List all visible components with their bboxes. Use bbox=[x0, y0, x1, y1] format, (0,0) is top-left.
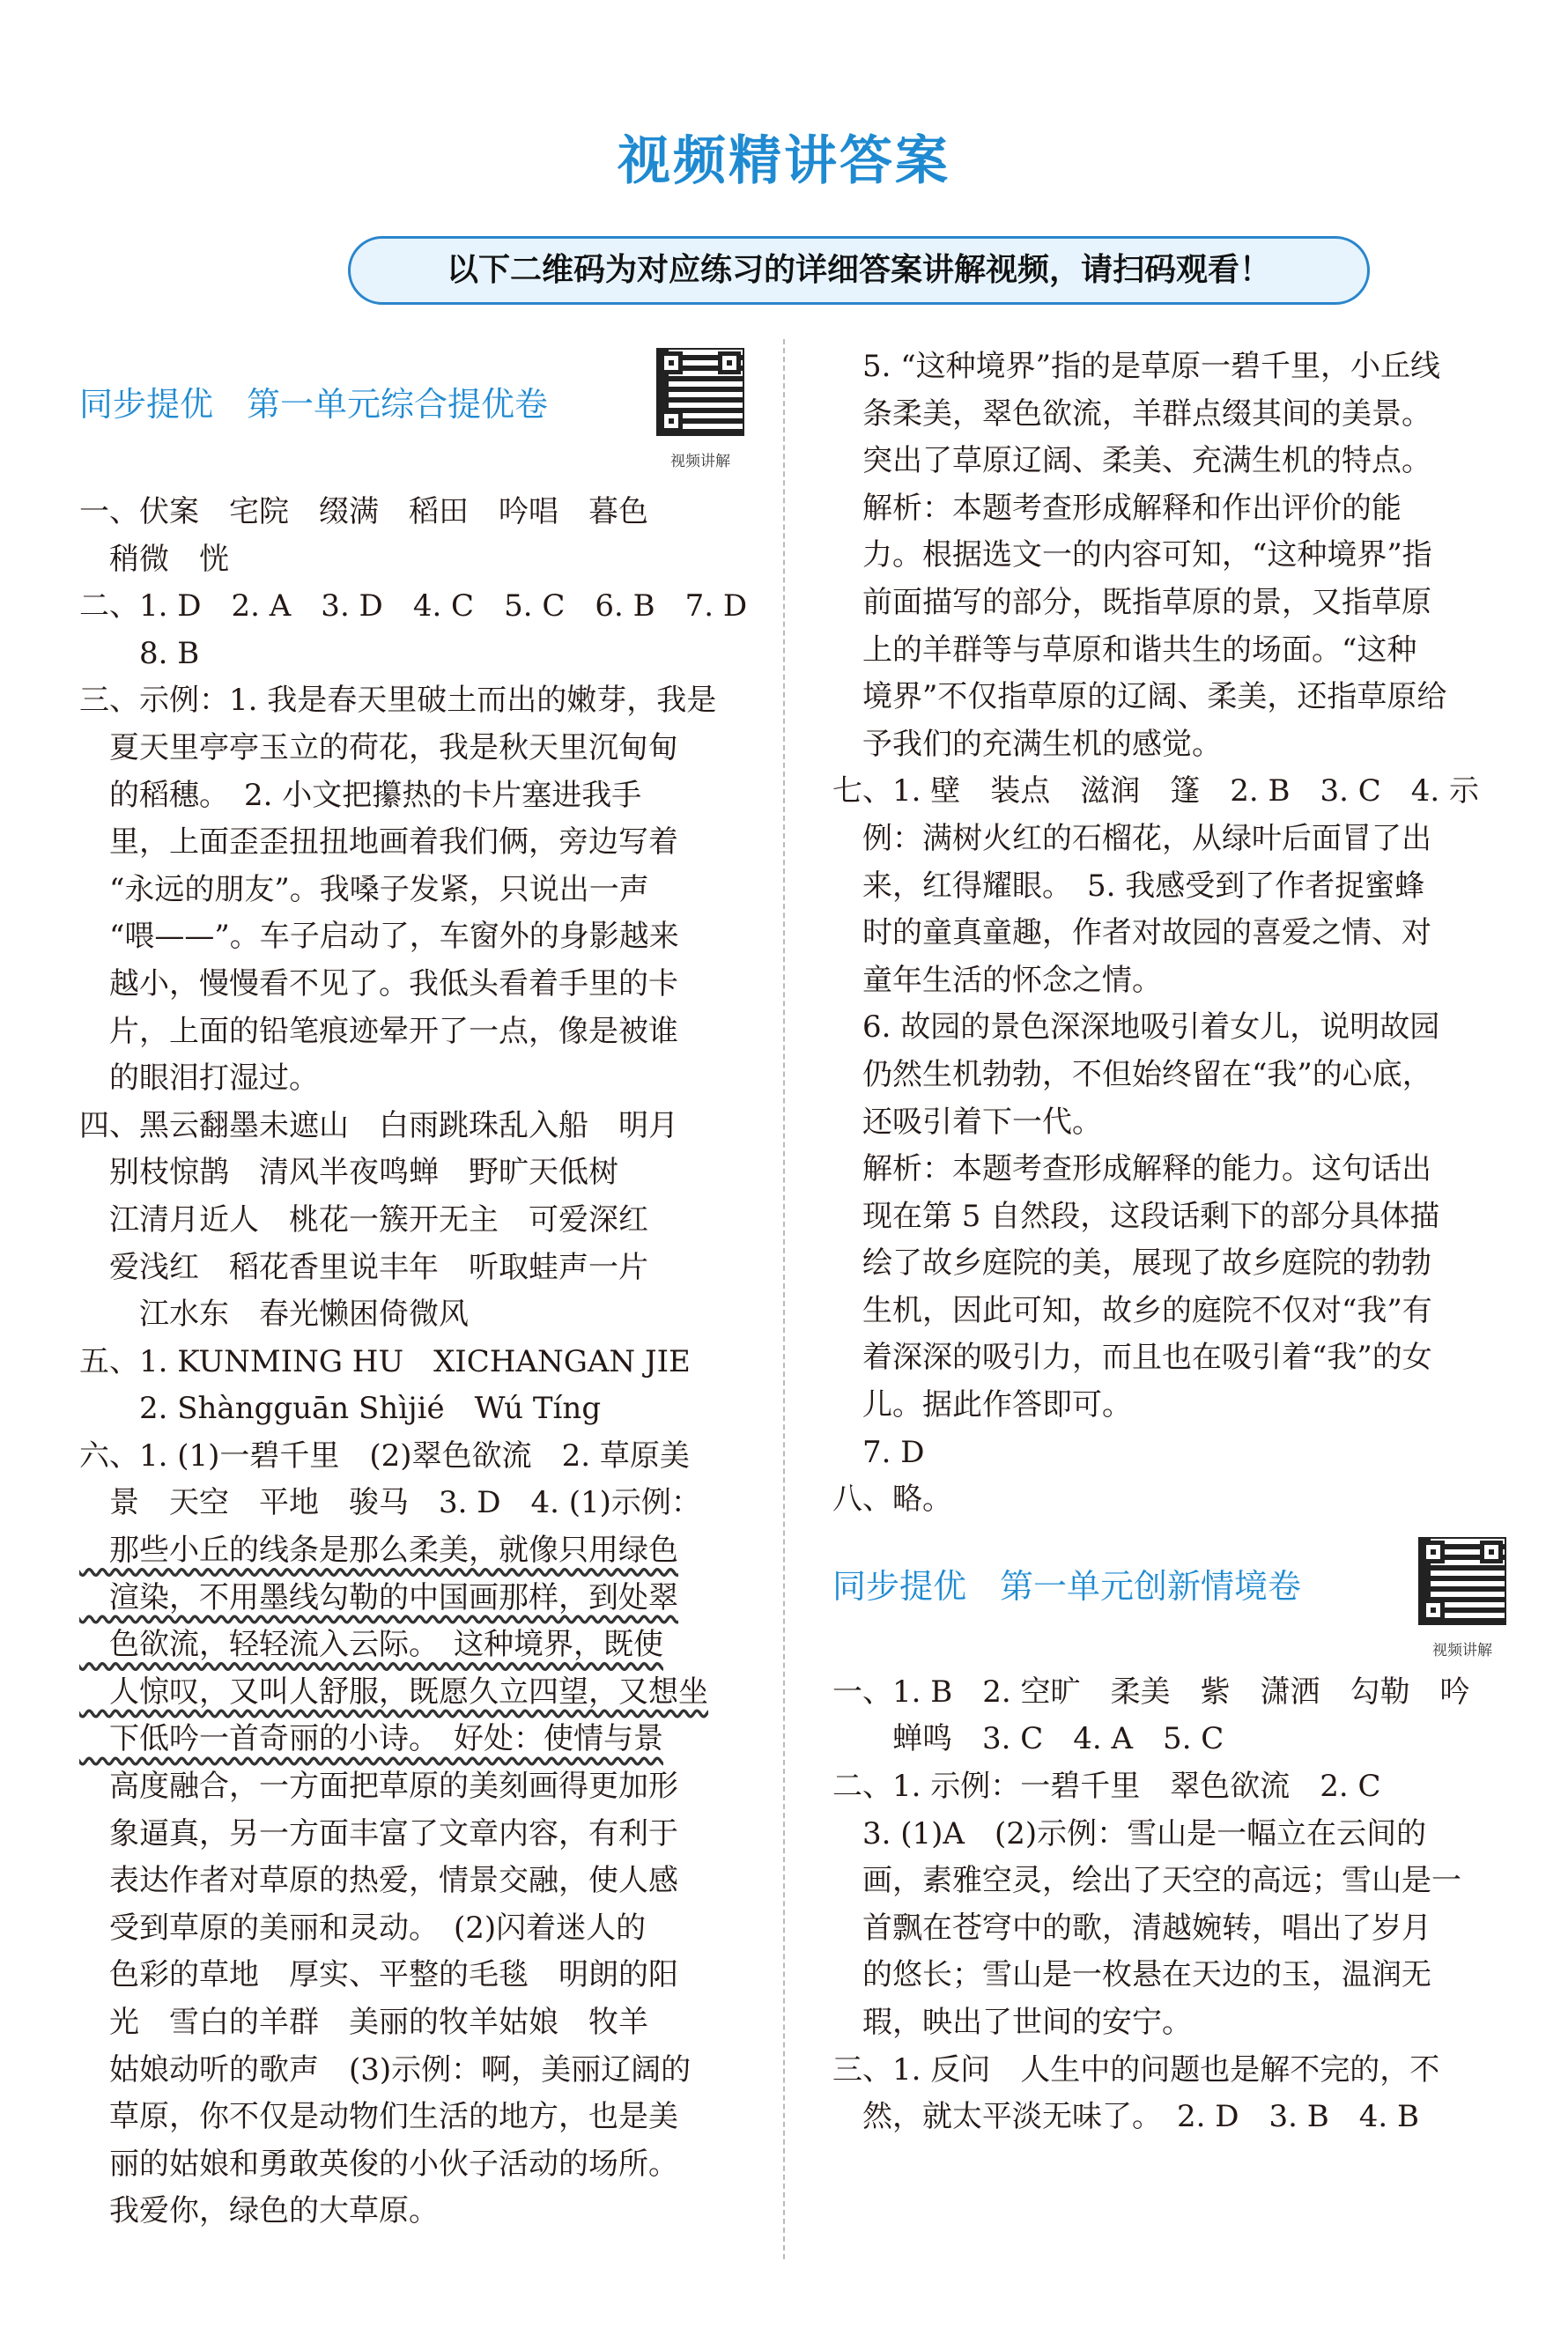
text-line: 还吸引着下一代。 bbox=[832, 1104, 1102, 1140]
text-line: 人惊叹，又叫人舒服，既愿久立四望，又想坐 bbox=[79, 1674, 708, 1710]
text-line: 表达作者对草原的热爱，情景交融，使人感 bbox=[79, 1863, 678, 1899]
instruction-banner: 以下二维码为对应练习的详细答案讲解视频，请扫码观看！ bbox=[348, 236, 1370, 305]
text-line: 那些小丘的线条是那么柔美，就像只用绿色 bbox=[79, 1533, 678, 1569]
text-line: 江水东 春光懒困倚微风 bbox=[79, 1297, 469, 1333]
section-header-1 bbox=[79, 348, 749, 489]
text-line: 时的童真童趣，作者对故园的喜爱之情、对 bbox=[832, 915, 1431, 951]
text-line: 现在第 5 自然段，这段话剩下的部分具体描 bbox=[832, 1198, 1440, 1234]
text-line: 我爱你，绿色的大草原。 bbox=[79, 2193, 439, 2229]
text-line: 突出了草原辽阔、柔美、充满生机的特点。 bbox=[832, 443, 1431, 479]
text-line: 色彩的草地 厚实、平整的毛毯 明朗的阳 bbox=[79, 1957, 678, 1993]
text-line: 高度融合，一方面把草原的美刻画得更加形 bbox=[79, 1769, 678, 1805]
text-line: 生机，因此可知，故乡的庭院不仅对“我”有 bbox=[832, 1292, 1432, 1328]
text-line: 蝉鸣 3. C 4. A 5. C bbox=[832, 1721, 1224, 1757]
column-divider bbox=[783, 339, 785, 2259]
text-line: 片，上面的铅笔痕迹晕开了一点，像是被谁 bbox=[79, 1013, 678, 1049]
text-line: 爱浅红 稻花香里说丰年 听取蛙声一片 bbox=[79, 1249, 648, 1285]
text-line: 色欲流，轻轻流入云际。 这种境界，既使 bbox=[79, 1627, 663, 1663]
text-line: 八、略。 bbox=[832, 1482, 952, 1518]
text-line: 8. B bbox=[79, 635, 200, 671]
text-line: 仍然生机勃勃，不但始终留在“我”的心底， bbox=[832, 1056, 1432, 1092]
qr-code-icon[interactable] bbox=[1418, 1537, 1506, 1625]
answer-text-right-b bbox=[832, 1669, 1506, 2141]
text-line: 象逼真，另一方面丰富了文章内容，有利于 bbox=[79, 1815, 678, 1851]
text-line: 二、1. 示例：一碧千里 翠色欲流 2. C bbox=[832, 1769, 1381, 1805]
text-line: 二、1. D 2. A 3. D 4. C 5. C 6. B 7. D bbox=[79, 588, 748, 624]
text-line: 姑娘动听的歌声 (3)示例：啊，美丽辽阔的 bbox=[79, 2051, 692, 2088]
text-line: 七、1. 壁 装点 滋润 篷 2. B 3. C 4. 示 bbox=[832, 773, 1479, 809]
text-line: 江清月近人 桃花一簇开无主 可爱深红 bbox=[79, 1201, 648, 1238]
text-line: 六、1. (1)一碧千里 (2)翠色欲流 2. 草原美 bbox=[79, 1437, 690, 1474]
text-line: 力。根据选文一的内容可知，“这种境界”指 bbox=[832, 537, 1432, 573]
text-line: 7. D bbox=[832, 1434, 925, 1470]
qr-code-icon[interactable] bbox=[656, 348, 744, 436]
text-line: 着深深的吸引力，而且也在吸引着“我”的女 bbox=[832, 1340, 1432, 1376]
text-line: 里，上面歪歪扭扭地画着我们俩，旁边写着 bbox=[79, 824, 678, 861]
text-line: 上的羊群等与草原和谐共生的场面。“这种 bbox=[832, 632, 1417, 668]
text-line: 稍微 恍 bbox=[79, 541, 229, 577]
text-line: 五、1. KUNMING HU XICHANGAN JIE bbox=[79, 1343, 691, 1379]
text-line: 瑕，映出了世间的安宁。 bbox=[832, 2005, 1192, 2040]
text-line: 解析：本题考查形成解释和作出评价的能 bbox=[832, 490, 1402, 526]
text-line: 前面描写的部分，既指草原的景，又指草原 bbox=[832, 584, 1431, 620]
text-line: 夏天里亭亭玉立的荷花，我是秋天里沉甸甸 bbox=[79, 729, 678, 765]
text-line: 的悠长；雪山是一枚悬在天边的玉，温润无 bbox=[832, 1957, 1431, 1993]
text-line: 下低吟一首奇丽的小诗。 好处：使情与景 bbox=[79, 1721, 663, 1757]
section-header-2 bbox=[832, 1537, 1506, 1669]
text-line: 草原，你不仅是动物们生活的地方，也是美 bbox=[79, 2099, 678, 2135]
text-line: 2. Shàngguān Shìjié Wú Tíng bbox=[79, 1391, 602, 1427]
text-line: 3. (1)A (2)示例：雪山是一幅立在云间的 bbox=[832, 1815, 1427, 1851]
section-title: 同步提优 第一单元创新情境卷 bbox=[832, 1566, 1302, 1606]
qr-caption: 视频讲解 bbox=[670, 453, 730, 470]
answer-text-right-a bbox=[832, 344, 1506, 1524]
text-line: “喂——”。车子启动了，车窗外的身影越来 bbox=[79, 919, 679, 955]
text-line: 予我们的充满生机的感觉。 bbox=[832, 726, 1222, 762]
text-line: 渲染，不用墨线勾勒的中国画那样，到处翠 bbox=[79, 1579, 678, 1615]
text-line: 画，素雅空灵，绘出了天空的高远；雪山是一 bbox=[832, 1863, 1461, 1899]
text-line: 的眼泪打湿过。 bbox=[79, 1061, 319, 1097]
text-line: 解析：本题考查形成解释的能力。这句话出 bbox=[832, 1151, 1431, 1187]
text-line: 越小，慢慢看不见了。我低头看着手里的卡 bbox=[79, 965, 678, 1001]
text-line: 三、1. 反问 人生中的问题也是解不完的，不 bbox=[832, 2051, 1440, 2088]
text-line: 别枝惊鹊 清风半夜鸣蝉 野旷天低树 bbox=[79, 1155, 618, 1191]
right-column bbox=[832, 344, 1506, 2141]
text-line: 儿。据此作答即可。 bbox=[832, 1387, 1132, 1423]
text-line: 境界”不仅指草原的辽阔、柔美，还指草原给 bbox=[832, 679, 1447, 715]
qr-caption: 视频讲解 bbox=[1432, 1641, 1492, 1659]
answer-text-left bbox=[79, 489, 749, 2236]
text-line: 首飘在苍穹中的歌，清越婉转，唱出了岁月 bbox=[832, 1910, 1431, 1946]
text-line: 四、黑云翻墨未遮山 白雨跳珠乱入船 明月 bbox=[79, 1107, 678, 1143]
text-line: 绘了故乡庭院的美，展现了故乡庭院的勃勃 bbox=[832, 1245, 1431, 1282]
text-line: 光 雪白的羊群 美丽的牧羊姑娘 牧羊 bbox=[79, 2005, 648, 2040]
text-line: 一、伏案 宅院 缀满 稻田 吟唱 暮色 bbox=[79, 494, 648, 529]
text-line: 的稻穗。 2. 小文把攥热的卡片塞进我手 bbox=[79, 777, 642, 813]
text-line: 一、1. B 2. 空旷 柔美 紫 潇洒 勾勒 吟 bbox=[832, 1674, 1470, 1710]
text-line: 三、示例：1. 我是春天里破土而出的嫩芽，我是 bbox=[79, 683, 717, 719]
page-title: 视频精讲答案 bbox=[618, 130, 950, 192]
text-line: 6. 故园的景色深深地吸引着女儿，说明故园 bbox=[832, 1009, 1440, 1046]
text-line: 丽的姑娘和勇敢英俊的小伙子活动的场所。 bbox=[79, 2146, 678, 2182]
text-line: 童年生活的怀念之情。 bbox=[832, 962, 1162, 998]
text-line: 5. “这种境界”指的是草原一碧千里，小丘线 bbox=[832, 349, 1441, 384]
left-column bbox=[79, 348, 749, 2236]
text-line: 景 天空 平地 骏马 3. D 4. (1)示例： bbox=[79, 1485, 701, 1521]
text-line: 条柔美，翠色欲流，羊群点缀其间的美景。 bbox=[832, 395, 1431, 432]
text-line: 例：满树火红的石榴花，从绿叶后面冒了出 bbox=[832, 820, 1431, 856]
text-line: 来，红得耀眼。 5. 我感受到了作者捉蜜蜂 bbox=[832, 868, 1425, 904]
text-line: “永远的朋友”。我嗓子发紧，只说出一声 bbox=[79, 871, 649, 907]
text-line: 然，就太平淡无味了。 2. D 3. B 4. B bbox=[832, 2099, 1419, 2135]
text-line: 受到草原的美丽和灵动。 (2)闪着迷人的 bbox=[79, 1910, 647, 1946]
section-title: 同步提优 第一单元综合提优卷 bbox=[79, 385, 549, 424]
